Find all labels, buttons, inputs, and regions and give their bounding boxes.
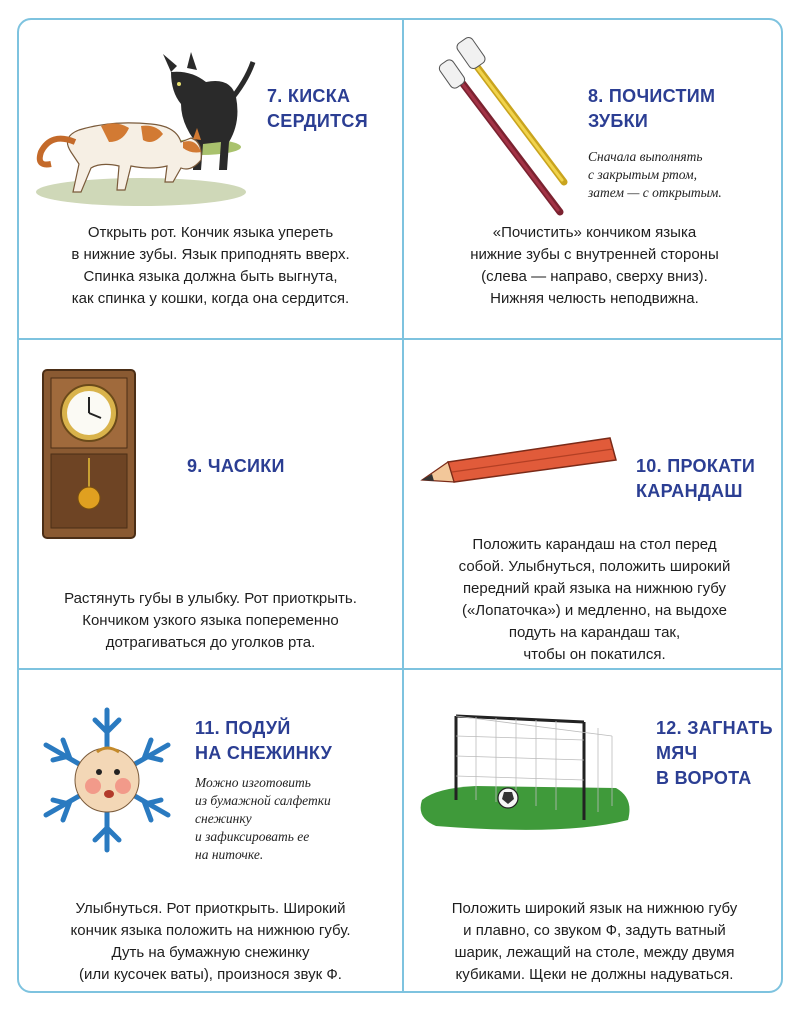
- pencil-illustration: [418, 422, 618, 492]
- toothbrush-illustration: [432, 32, 572, 222]
- card-title: 11. ПОДУЙ НА СНЕЖИНКУ: [195, 718, 333, 763]
- card-instructions: Положить широкий язык на нижнюю губу и плавно, со звуком Ф, задуть ватный шарик, лежащий на столе, между двумя кубиками. Щеки не должны надуваться.: [451, 900, 738, 983]
- card-prokati-karandash: [404, 340, 783, 668]
- snowflake-face-illustration: [27, 700, 187, 860]
- cats-illustration: [31, 42, 256, 212]
- pendulum-clock-illustration: [41, 368, 141, 540]
- card-title: 12. ЗАГНАТЬ МЯЧ В ВОРОТА: [656, 718, 773, 788]
- card-zagnat-myach: [404, 670, 783, 993]
- card-instructions: «Почистить» кончиком языка нижние зубы с внутренней стороны (слева — направо, сверху вниз). Нижняя челюсть неподвижна.: [470, 224, 719, 307]
- card-chasiki: [19, 340, 402, 668]
- exercise-card-sheet: [17, 18, 783, 993]
- card-title: 7. КИСКА СЕРДИТСЯ: [267, 86, 368, 131]
- card-title: 10. ПРОКАТИ КАРАНДАШ: [636, 456, 756, 501]
- soccer-goal-illustration: [416, 696, 636, 836]
- card-note: Сначала выполнять с закрытым ртом, затем — с открытым.: [588, 149, 722, 200]
- card-instructions: Улыбнуться. Рот приоткрыть. Широкий кончик языка положить на нижнюю губу. Дуть на бумажную снежинку (или кусочек ваты), произнося звук Ф.: [70, 900, 351, 983]
- card-instructions: Растянуть губы в улыбку. Рот приоткрыть. Кончиком узкого языка попеременно дотрагиваться до уголков рта.: [64, 590, 357, 651]
- card-instructions: Положить карандаш на стол перед собой. Улыбнуться, положить широкий передний край языка на нижнюю губу («Лопаточка») и медленно, на выдохе подуть на карандаш так, чтобы он покатился.: [458, 536, 731, 663]
- card-instructions: Открыть рот. Кончик языка упереть в нижние зубы. Язык приподнять вверх. Спинка языка должна быть выгнута, как спинка у кошки, когда она сердится.: [71, 224, 350, 307]
- card-title: 8. ПОЧИСТИМ ЗУБКИ: [588, 86, 716, 131]
- card-note: Можно изготовить из бумажной салфетки снежинку и зафиксировать ее на ниточке.: [195, 775, 331, 862]
- card-poduy-na-snezhinku: [19, 670, 402, 993]
- card-pochistim-zubki: [404, 20, 783, 338]
- card-kiska-serditsya: [19, 20, 402, 338]
- card-title: 9. ЧАСИКИ: [187, 456, 285, 476]
